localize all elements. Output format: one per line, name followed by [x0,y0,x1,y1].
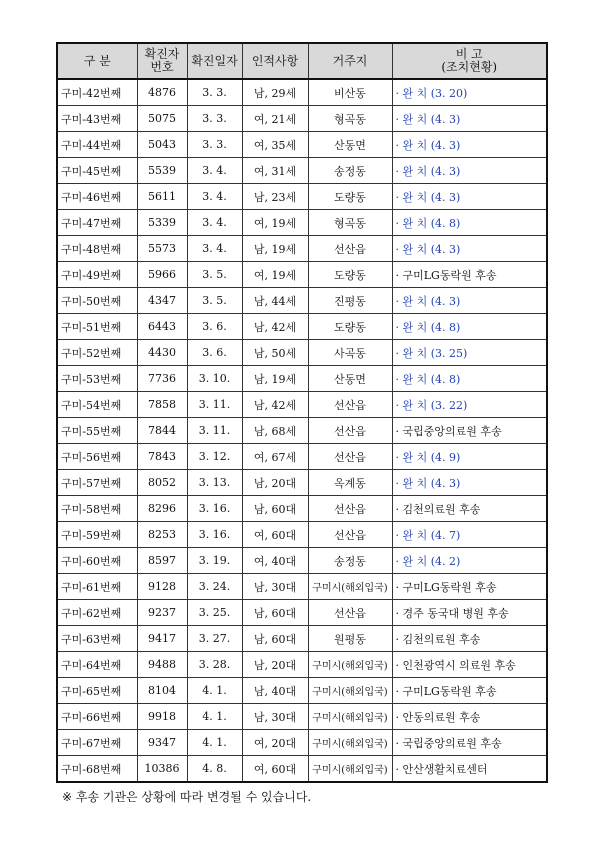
residence-cell: 비산동 [308,79,392,106]
person-info-cell: 여, 20대 [242,730,308,756]
table-row [57,158,547,184]
remark-cell: · 경주 동국대 병원 후송 [392,600,547,626]
confirm-no-cell: 9347 [137,730,187,756]
confirm-date-cell: 3. 4. [187,184,242,210]
person-info-cell: 남, 23세 [242,184,308,210]
remark-cell: · 완 치 (3. 22) [392,392,547,418]
person-info-cell: 여, 35세 [242,132,308,158]
remark-cell: · 구미LG동락원 후송 [392,678,547,704]
case-id-cell: 구미-61번째 [57,574,137,600]
residence-cell: 형곡동 [308,106,392,132]
table-row [57,314,547,340]
person-info-cell: 남, 20대 [242,652,308,678]
case-id-cell: 구미-68번째 [57,756,137,783]
confirm-date-cell: 3. 3. [187,79,242,106]
case-id-cell: 구미-59번째 [57,522,137,548]
case-id-cell: 구미-46번째 [57,184,137,210]
person-info-cell: 남, 60대 [242,600,308,626]
table-row [57,652,547,678]
residence-cell: 산동면 [308,132,392,158]
confirm-date-cell: 3. 3. [187,106,242,132]
case-id-cell: 구미-48번째 [57,236,137,262]
confirm-no-cell: 7844 [137,418,187,444]
table-row [57,678,547,704]
header-confirm-no: 확진자 번호 [137,43,187,79]
confirm-date-cell: 3. 12. [187,444,242,470]
person-info-cell: 남, 42세 [242,392,308,418]
table-row [57,392,547,418]
confirm-date-cell: 3. 27. [187,626,242,652]
confirm-date-cell: 4. 1. [187,678,242,704]
case-id-cell: 구미-43번째 [57,106,137,132]
case-id-cell: 구미-58번째 [57,496,137,522]
confirm-date-cell: 3. 4. [187,158,242,184]
residence-cell: 옥계동 [308,470,392,496]
residence-cell: 구미시(해외입국) [308,756,392,783]
table-row [57,418,547,444]
confirm-date-cell: 3. 5. [187,262,242,288]
residence-cell: 선산읍 [308,444,392,470]
case-id-cell: 구미-63번째 [57,626,137,652]
case-id-cell: 구미-54번째 [57,392,137,418]
confirm-date-cell: 3. 16. [187,496,242,522]
confirm-no-cell: 5966 [137,262,187,288]
confirm-no-cell: 10386 [137,756,187,783]
table-row [57,236,547,262]
table-row [57,496,547,522]
remark-cell: · 완 치 (4. 8) [392,366,547,392]
case-id-cell: 구미-44번째 [57,132,137,158]
residence-cell: 형곡동 [308,210,392,236]
table-row [57,470,547,496]
table-row [57,210,547,236]
case-id-cell: 구미-52번째 [57,340,137,366]
table-row [57,522,547,548]
person-info-cell: 남, 30대 [242,704,308,730]
confirm-date-cell: 3. 25. [187,600,242,626]
remark-cell: · 구미LG동락원 후송 [392,262,547,288]
case-id-cell: 구미-66번째 [57,704,137,730]
confirm-no-cell: 7843 [137,444,187,470]
person-info-cell: 여, 31세 [242,158,308,184]
person-info-cell: 남, 20대 [242,470,308,496]
case-id-cell: 구미-47번째 [57,210,137,236]
person-info-cell: 여, 19세 [242,262,308,288]
confirm-date-cell: 3. 6. [187,314,242,340]
remark-cell: · 김천의료원 후송 [392,496,547,522]
table-row [57,600,547,626]
header-person-info: 인적사항 [242,43,308,79]
person-info-cell: 남, 68세 [242,418,308,444]
table-row [57,626,547,652]
case-id-cell: 구미-65번째 [57,678,137,704]
confirm-no-cell: 9488 [137,652,187,678]
residence-cell: 원평동 [308,626,392,652]
residence-cell: 선산읍 [308,236,392,262]
remark-cell: · 완 치 (4. 3) [392,288,547,314]
confirm-date-cell: 3. 11. [187,418,242,444]
remark-cell: · 완 치 (3. 25) [392,340,547,366]
case-id-cell: 구미-57번째 [57,470,137,496]
header-confirm-date: 확진일자 [187,43,242,79]
person-info-cell: 남, 19세 [242,366,308,392]
confirm-date-cell: 3. 5. [187,288,242,314]
case-id-cell: 구미-60번째 [57,548,137,574]
table-row [57,184,547,210]
confirm-no-cell: 9918 [137,704,187,730]
confirm-no-cell: 8104 [137,678,187,704]
remark-cell: · 완 치 (4. 3) [392,470,547,496]
confirm-date-cell: 3. 28. [187,652,242,678]
person-info-cell: 여, 67세 [242,444,308,470]
residence-cell: 구미시(해외입국) [308,652,392,678]
person-info-cell: 여, 40대 [242,548,308,574]
person-info-cell: 남, 29세 [242,79,308,106]
residence-cell: 산동면 [308,366,392,392]
remark-cell: · 국립중앙의료원 후송 [392,730,547,756]
remark-cell: · 완 치 (4. 7) [392,522,547,548]
table-row [57,730,547,756]
confirm-no-cell: 4347 [137,288,187,314]
case-id-cell: 구미-56번째 [57,444,137,470]
person-info-cell: 남, 42세 [242,314,308,340]
confirm-date-cell: 4. 1. [187,730,242,756]
person-info-cell: 남, 44세 [242,288,308,314]
remark-cell: · 완 치 (4. 3) [392,132,547,158]
residence-cell: 사곡동 [308,340,392,366]
header-remarks: 비 고 (조치현황) [392,43,547,79]
confirm-no-cell: 7858 [137,392,187,418]
table-row [57,704,547,730]
remark-cell: · 완 치 (4. 2) [392,548,547,574]
confirm-date-cell: 3. 24. [187,574,242,600]
remark-cell: · 완 치 (4. 3) [392,236,547,262]
residence-cell: 도량동 [308,314,392,340]
remark-cell: · 안산생활치료센터 [392,756,547,783]
confirm-date-cell: 3. 3. [187,132,242,158]
residence-cell: 선산읍 [308,522,392,548]
remark-cell: · 국립중앙의료원 후송 [392,418,547,444]
residence-cell: 도량동 [308,184,392,210]
person-info-cell: 여, 60대 [242,522,308,548]
residence-cell: 구미시(해외입국) [308,704,392,730]
confirm-no-cell: 9237 [137,600,187,626]
table-row [57,79,547,106]
case-id-cell: 구미-45번째 [57,158,137,184]
person-info-cell: 남, 60대 [242,626,308,652]
residence-cell: 송정동 [308,548,392,574]
case-id-cell: 구미-64번째 [57,652,137,678]
residence-cell: 도량동 [308,262,392,288]
table-row [57,574,547,600]
confirm-date-cell: 3. 11. [187,392,242,418]
remark-cell: · 완 치 (4. 8) [392,314,547,340]
table-header-row [57,43,547,79]
residence-cell: 선산읍 [308,392,392,418]
table-row [57,132,547,158]
confirm-no-cell: 4876 [137,79,187,106]
confirm-no-cell: 5043 [137,132,187,158]
confirm-date-cell: 4. 1. [187,704,242,730]
confirm-no-cell: 8253 [137,522,187,548]
remark-cell: · 완 치 (3. 20) [392,79,547,106]
case-id-cell: 구미-62번째 [57,600,137,626]
confirm-no-cell: 9417 [137,626,187,652]
case-id-cell: 구미-55번째 [57,418,137,444]
residence-cell: 선산읍 [308,496,392,522]
confirm-date-cell: 3. 4. [187,236,242,262]
person-info-cell: 남, 40대 [242,678,308,704]
remark-cell: · 안동의료원 후송 [392,704,547,730]
person-info-cell: 남, 50세 [242,340,308,366]
remark-cell: · 인천광역시 의료원 후송 [392,652,547,678]
case-id-cell: 구미-51번째 [57,314,137,340]
case-id-cell: 구미-42번째 [57,79,137,106]
confirm-no-cell: 5611 [137,184,187,210]
footnote: ※ 후송 기관은 상황에 따라 변경될 수 있습니다. [62,790,312,804]
case-id-cell: 구미-49번째 [57,262,137,288]
confirm-date-cell: 3. 16. [187,522,242,548]
residence-cell: 구미시(해외입국) [308,678,392,704]
table-row [57,340,547,366]
confirm-date-cell: 3. 6. [187,340,242,366]
table-body [57,79,547,782]
table-row [57,444,547,470]
confirm-no-cell: 8052 [137,470,187,496]
confirm-no-cell: 8296 [137,496,187,522]
confirm-date-cell: 4. 8. [187,756,242,783]
confirm-no-cell: 4430 [137,340,187,366]
remark-cell: · 완 치 (4. 3) [392,184,547,210]
confirm-no-cell: 5339 [137,210,187,236]
header-residence: 거주지 [308,43,392,79]
person-info-cell: 남, 19세 [242,236,308,262]
table-row [57,288,547,314]
residence-cell: 선산읍 [308,600,392,626]
confirm-no-cell: 9128 [137,574,187,600]
table-row [57,262,547,288]
remark-cell: · 구미LG동락원 후송 [392,574,547,600]
residence-cell: 선산읍 [308,418,392,444]
header-division: 구 분 [57,43,137,79]
confirm-no-cell: 8597 [137,548,187,574]
remark-cell: · 완 치 (4. 9) [392,444,547,470]
person-info-cell: 여, 21세 [242,106,308,132]
confirm-date-cell: 3. 19. [187,548,242,574]
table-row [57,106,547,132]
confirm-no-cell: 5573 [137,236,187,262]
case-id-cell: 구미-53번째 [57,366,137,392]
table-row [57,366,547,392]
confirm-no-cell: 7736 [137,366,187,392]
remark-cell: · 완 치 (4. 3) [392,106,547,132]
residence-cell: 구미시(해외입국) [308,574,392,600]
case-id-cell: 구미-67번째 [57,730,137,756]
confirm-date-cell: 3. 10. [187,366,242,392]
residence-cell: 송정동 [308,158,392,184]
confirm-no-cell: 5075 [137,106,187,132]
cases-table [56,42,548,783]
table-row [57,756,547,783]
case-id-cell: 구미-50번째 [57,288,137,314]
residence-cell: 구미시(해외입국) [308,730,392,756]
remark-cell: · 완 치 (4. 8) [392,210,547,236]
confirm-date-cell: 3. 4. [187,210,242,236]
remark-cell: · 완 치 (4. 3) [392,158,547,184]
person-info-cell: 여, 60대 [242,756,308,783]
remark-cell: · 김천의료원 후송 [392,626,547,652]
table-row [57,548,547,574]
person-info-cell: 여, 19세 [242,210,308,236]
residence-cell: 진평동 [308,288,392,314]
confirm-date-cell: 3. 13. [187,470,242,496]
confirm-no-cell: 6443 [137,314,187,340]
person-info-cell: 남, 60대 [242,496,308,522]
person-info-cell: 남, 30대 [242,574,308,600]
confirm-no-cell: 5539 [137,158,187,184]
